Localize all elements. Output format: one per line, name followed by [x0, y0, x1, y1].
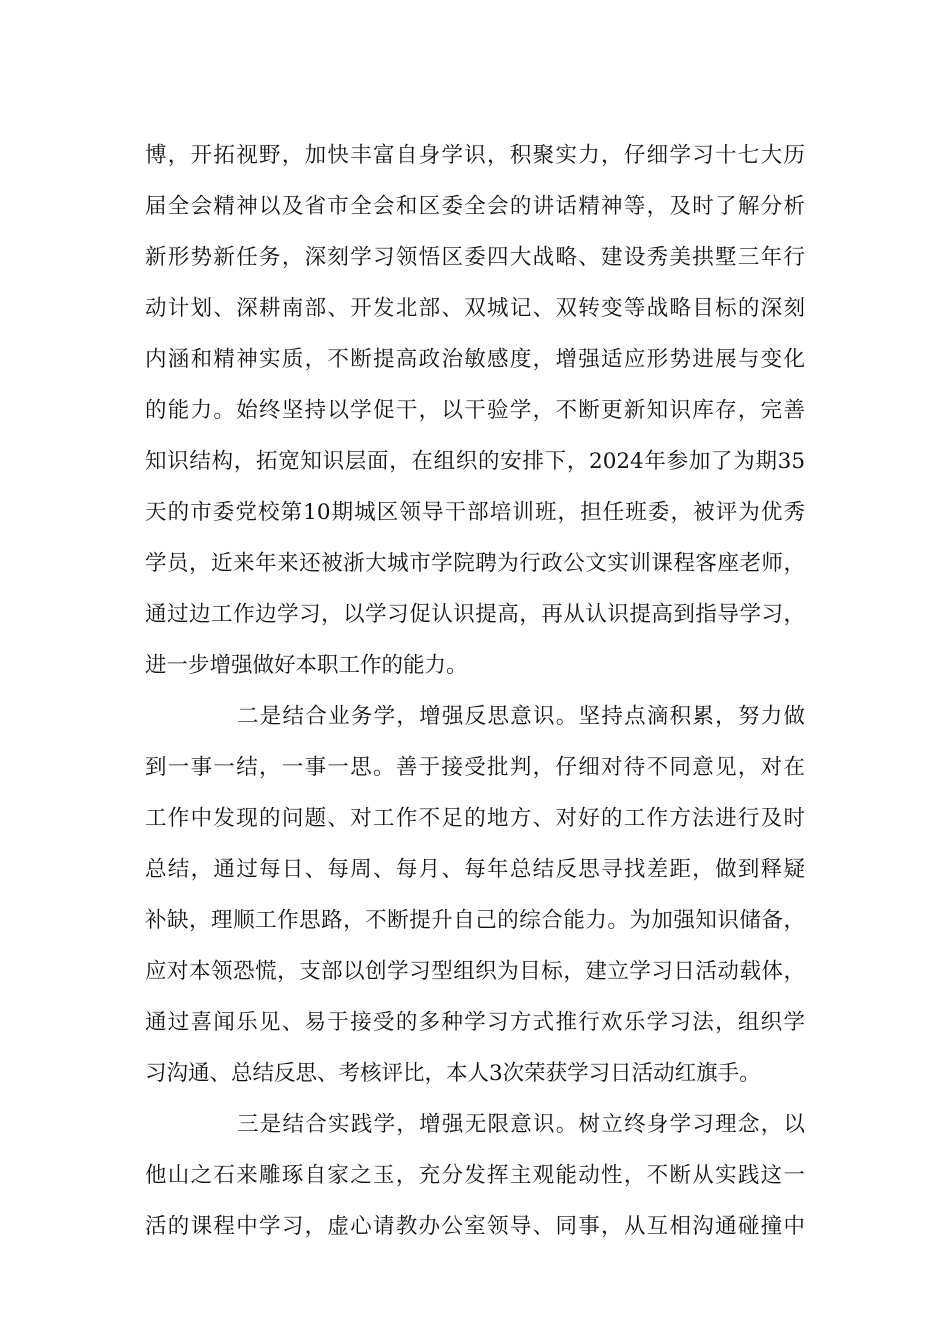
paragraph-line: 学员，近来年来还被浙大城市学院聘为行政公文实训课程客座老师，: [145, 551, 805, 576]
paragraph-line: 新形势新任务，深刻学习领悟区委四大战略、建设秀美拱墅三年行: [145, 245, 805, 270]
document-body: [145, 130, 805, 1252]
paragraph-line: 他山之石来雕琢自家之玉，充分发挥主观能动性，不断从实践这一: [145, 1163, 805, 1188]
paragraph-3: [145, 1099, 805, 1252]
paragraph-1: [145, 130, 805, 691]
paragraph-line: 到一事一结，一事一思。善于接受批判，仔细对待不同意见，对在: [145, 755, 805, 780]
paragraph-line: 通过喜闻乐见、易于接受的多种学习方式推行欢乐学习法，组织学: [145, 1010, 805, 1035]
paragraph-line: 二是结合业务学，增强反思意识。坚持点滴积累，努力做: [237, 704, 805, 729]
paragraph-line: 动计划、深耕南部、开发北部、双城记、双转变等战略目标的深刻: [145, 296, 805, 321]
paragraph-line: 进一步增强做好本职工作的能力。: [145, 653, 468, 678]
paragraph-line: 届全会精神以及省市全会和区委全会的讲话精神等，及时了解分析: [145, 194, 805, 219]
paragraph-line: 通过边工作边学习，以学习促认识提高，再从认识提高到指导学习，: [145, 602, 805, 627]
paragraph-line: 三是结合实践学，增强无限意识。树立终身学习理念，以: [237, 1112, 805, 1137]
paragraph-line: 应对本领恐慌，支部以创学习型组织为目标，建立学习日活动载体，: [145, 959, 805, 984]
paragraph-line: 博，开拓视野，加快丰富自身学识，积聚实力，仔细学习十七大历: [145, 143, 805, 168]
paragraph-line: 内涵和精神实质，不断提高政治敏感度，增强适应形势进展与变化: [145, 347, 805, 372]
paragraph-2: [145, 691, 805, 1099]
paragraph-line: 补缺，理顺工作思路，不断提升自己的综合能力。为加强知识储备，: [145, 908, 805, 933]
paragraph-line: 习沟通、总结反思、考核评比，本人3次荣获学习日活动红旗手。: [145, 1061, 761, 1086]
paragraph-line: 的能力。始终坚持以学促干，以干验学，不断更新知识库存，完善: [145, 398, 805, 423]
paragraph-line: 工作中发现的问题、对工作不足的地方、对好的工作方法进行及时: [145, 806, 805, 831]
paragraph-line: 总结，通过每日、每周、每月、每年总结反思寻找差距，做到释疑: [145, 857, 805, 882]
paragraph-line: 天的市委党校第10期城区领导干部培训班，担任班委，被评为优秀: [145, 500, 805, 525]
paragraph-line: 活的课程中学习，虚心请教办公室领导、同事，从互相沟通碰撞中: [145, 1214, 805, 1239]
paragraph-line: 知识结构，拓宽知识层面，在组织的安排下，2024年参加了为期35: [145, 449, 805, 474]
